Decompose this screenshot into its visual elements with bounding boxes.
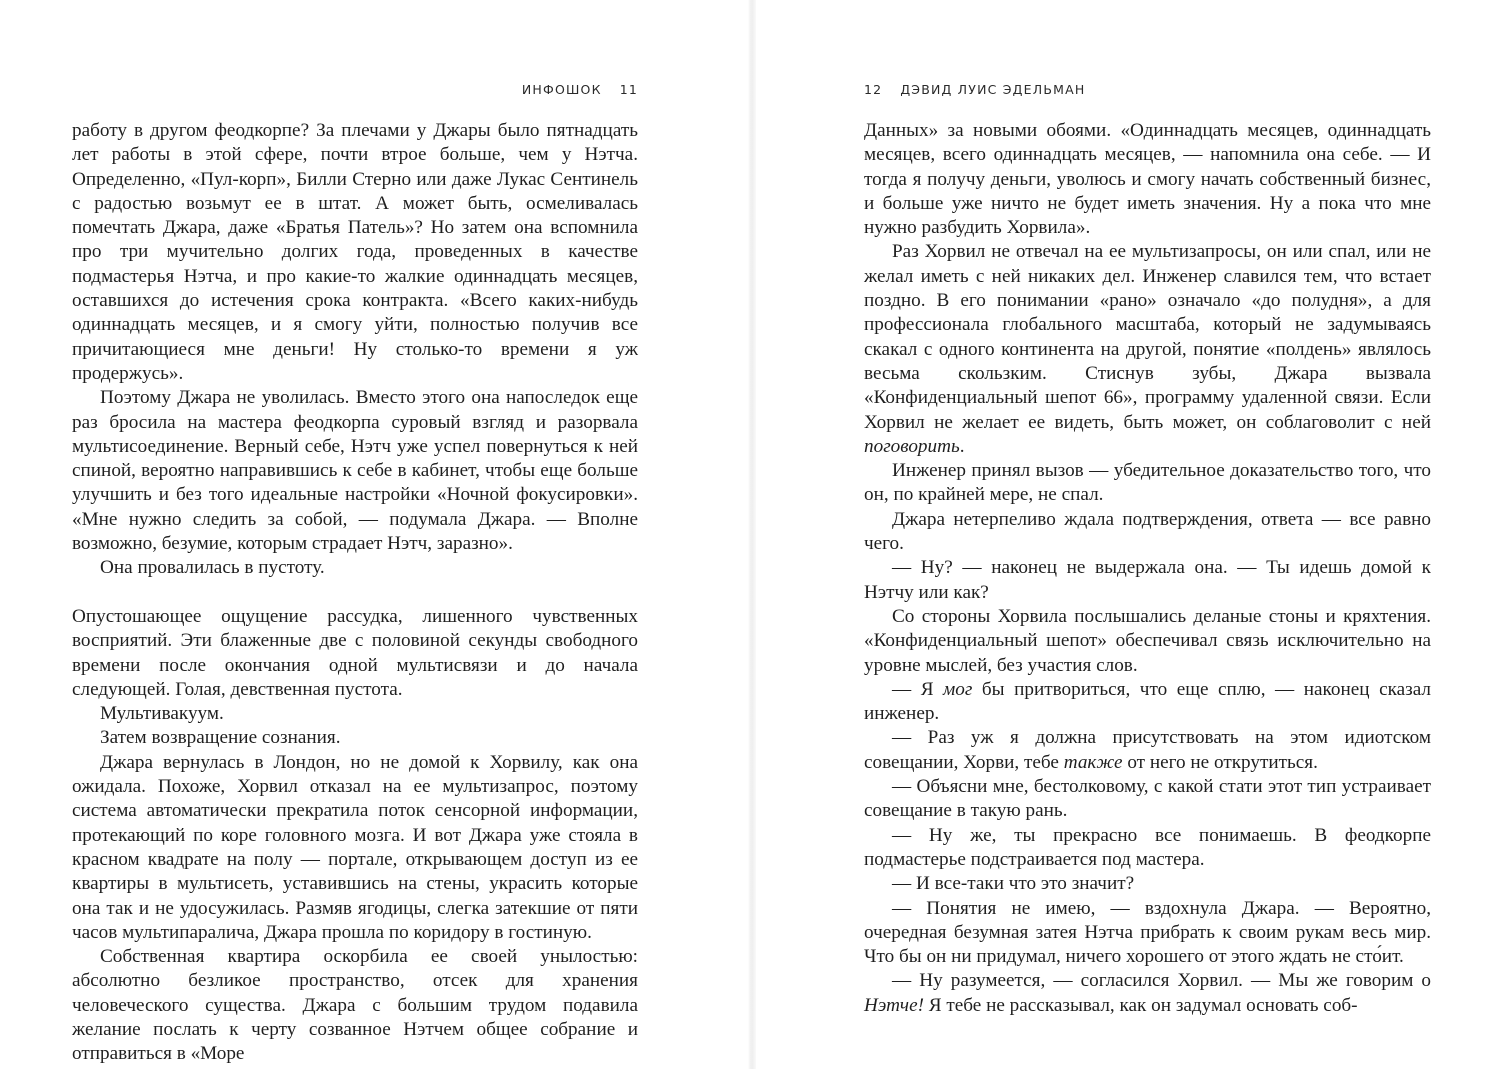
- page-number-right: 12: [864, 82, 883, 97]
- italic-emphasis: Нэтче!: [864, 994, 924, 1016]
- paragraph: Мультивакуум.: [100, 703, 224, 725]
- text-run: от него не открутиться.: [1122, 751, 1318, 773]
- right-page: [864, 0, 1431, 1069]
- text-run: — Я: [892, 678, 944, 700]
- italic-emphasis: также: [1063, 751, 1123, 773]
- author-name: ДЭВИД ЛУИС ЭДЕЛЬМАН: [900, 82, 1086, 97]
- paragraph: Она провалилась в пустоту.: [100, 557, 325, 579]
- running-head-right: [864, 82, 1085, 100]
- paragraph: Инженер принял вызов — убедительное доказательство того, что он, по крайней мере, не спал.: [864, 460, 1431, 506]
- paragraph: Джара вернулась в Лондон, но не домой к Хорвилу, как она ожидала. Похоже, Хорвил отказал на ее мультизапрос, поэтому система автоматически прекратила поток сенсорной информации, протекающий по коре головного мозга. И вот Джара уже стояла в красном квадрате на полу — портале, открывающем доступ из ее квартиры в мультисеть, уставившись на стены, украсить которые она так и не удосужилась. Размяв ягодицы, слегка затекшие от пяти часов мультипаралича, Джара прошла по коридору в гостиную.: [72, 751, 638, 943]
- text-run: Раз Хорвил не отвечал на ее мультизапросы, он или спал, или не желал иметь с ней никаких дел. Инженер славился тем, что встает поздно. В его понимании «рано» означало «до полудня», а для профессионала глобального масштаба, который не задумываясь скакал с одного континента на другой, понятие «полдень» являлось весьма скользким. Стиснув зубы, Джара вызвала «Конфиденциальный шепот 66», программу удаленной связи. Если Хорвил не желает ее видеть, быть может, он соблаговолит с ней: [864, 241, 1431, 433]
- paragraph-after-section-break: Опустошающее ощущение рассудка, лишенного чувственных восприятий. Эти блаженные две с половиной секунды свободного времени после окончания одной мультисвязи и до начала следующей. Голая, девственная пустота.: [72, 605, 638, 700]
- text-run: — Раз уж я должна присутствовать на этом идиотском совещании, Хорви, тебе: [864, 727, 1431, 773]
- dialogue-line: — И все-таки что это значит?: [892, 873, 1135, 895]
- dialogue-line: [864, 969, 1431, 1018]
- paragraph: работу в другом феодкорпе? За плечами у Джары было пятнадцать лет работы в этой сфере, почти втрое больше, чем у Нэтча. Определенно, «Пул-корп», Билли Стерно или даже Лукас Сентинель с радостью возьмут ее в штат. А может быть, осмеливалась помечтать Джара, даже «Братья Патель»? Но затем она вспомнила про три мучительно долгих года, проведенных в качестве подмастерья Нэтча, и про какие-то жалкие одиннадцать месяцев, оставшихся до истечения срока контракта. «Всего каких-нибудь одиннадцать месяцев, и я смогу уйти, полностью получив все причитающиеся мне деньги! Ну столько-то времени я уж продержусь».: [72, 120, 638, 384]
- left-page: [72, 0, 638, 1069]
- paragraph: Со стороны Хорвила послышались деланые стоны и кряхтения. «Конфиденциальный шепот» обеспечивал связь исключительно на уровне мыслей, без участия слов.: [864, 605, 1431, 676]
- italic-emphasis: мог: [943, 678, 973, 700]
- text-run: бы притвориться, что еще сплю, — наконец сказал инженер.: [864, 678, 1431, 725]
- dialogue-line: — Понятия не имею, — вздохнула Джара. — Вероятно, очередная безумная затея Нэтча прибрать к своим рукам весь мир. Что бы он ни придумал, ничего хорошего от этого ждать не сто́ит.: [864, 897, 1431, 968]
- paragraph: [864, 240, 1431, 459]
- paragraph: Собственная квартира оскорбила ее своей унылостью: абсолютно безликое пространство, отсек для хранения человеческого существа. Джара с большим трудом подавила желание послать к черту созванное Нэтчем общее собрание и отправиться в «Море: [72, 946, 638, 1065]
- book-title: ИНФОШОК: [521, 82, 602, 97]
- paragraph: Затем возвращение сознания.: [100, 727, 341, 749]
- text-run: Я тебе не рассказывал, как он задумал основать соб-: [923, 994, 1358, 1016]
- paragraph: Джара нетерпеливо ждала подтверждения, ответа — все равно чего.: [864, 508, 1431, 555]
- dialogue-line: [864, 726, 1431, 775]
- text-run: .: [959, 435, 965, 457]
- text-run: — Ну разумеется, — согласился Хорвил. — Мы же говорим о: [892, 970, 1431, 992]
- dialogue-line: [864, 678, 1431, 727]
- italic-emphasis: поговорить: [864, 435, 960, 457]
- book-gutter: [748, 0, 756, 1069]
- right-page-body: [864, 119, 1431, 1018]
- dialogue-line: — Ну же, ты прекрасно все понимаешь. В феодкорпе подмастерье подстраивается под мастера.: [864, 824, 1431, 870]
- paragraph: Данных» за новыми обоями. «Одиннадцать месяцев, одиннадцать месяцев, всего одиннадцать месяцев, — напомнила она себе. — И тогда я получу деньги, уволюсь и смогу начать собственный бизнес, и больше уже ничто не будет иметь значения. Ну а пока что мне нужно разбудить Хорвила».: [864, 120, 1431, 239]
- left-page-body: [72, 119, 638, 1067]
- paragraph: Поэтому Джара не уволилась. Вместо этого она напоследок еще раз бросила на мастера феодкорпа суровый взгляд и разорвала мультисоединение. Верный себе, Нэтч уже успел повернуться к ней спиной, вероятно направившись к себе в кабинет, чтобы еще больше улучшить и без того идеальные настройки «Ночной фокусировки». «Мне нужно следить за собой, — подумала Джара. — Вполне возможно, безумие, которым страдает Нэтч, заразно».: [72, 387, 638, 555]
- dialogue-line: — Ну? — наконец не выдержала она. — Ты идешь домой к Нэтчу или как?: [864, 557, 1431, 603]
- running-head-left: [522, 82, 638, 100]
- page-number-left: 11: [619, 82, 638, 97]
- dialogue-line: — Объясни мне, бестолковому, с какой стати этот тип устраивает совещание в такую рань.: [864, 776, 1431, 822]
